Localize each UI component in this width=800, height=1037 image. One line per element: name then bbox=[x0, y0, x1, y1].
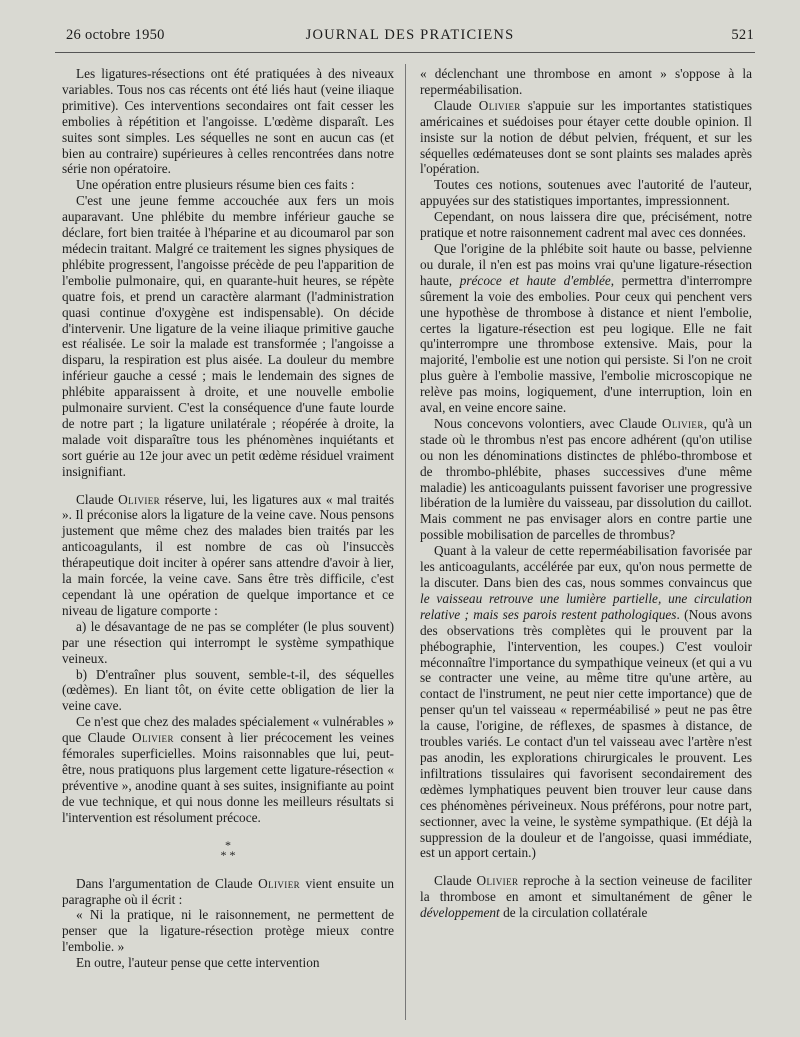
paragraph: a) le désavantage de ne pas se compléter (le plus souvent) par une résection qui interrompt le système sympathique veineux. bbox=[62, 618, 394, 666]
paragraph: Les ligatures-résections ont été pratiquées à des niveaux variables. Tous nos cas récents ont été liés haut (veine iliaque primitive). Ces interventions secondaires ont fait cesser les embolies à répétition et l'angoisse. L'œdème disparaît. Les suites sont simples. Les séquelles ne sont en aucun cas (et bien au contraire) supérieures à celles rencontrées dans notre série non opératoire. bbox=[62, 66, 394, 177]
italic-run: le vaisseau retrouve une lumière partielle, une circulation relative ; mais ses parois restent pathologiques bbox=[420, 590, 752, 622]
separator-stars: * * bbox=[220, 847, 236, 862]
paragraph bbox=[420, 241, 752, 416]
section-separator bbox=[62, 837, 394, 862]
text-run: , qu'à un stade où le thrombus n'est pas encore adhérent (qu'on utilise ou non les dénominations distinctes de phlébo-thrombose et de thrombo-phlébite, phases successives d'une même maladie) les anticoagulants puissent favoriser une progressive libération de la lumière du vaisseau, par dissolution du caillot. Mais comment ne pas envisager alors en contre partie une possible mobilisation de parcelles de thrombus? bbox=[420, 415, 752, 543]
text-run: reproche à la section veineuse de faciliter la thrombose en amont et simultanément de gêner le bbox=[420, 873, 752, 905]
author-name: Olivier bbox=[661, 415, 704, 431]
italic-run: précoce et haute d'emblée bbox=[459, 272, 611, 288]
paragraph bbox=[62, 876, 394, 908]
author-name: Olivier bbox=[258, 875, 301, 891]
paragraph bbox=[62, 492, 394, 619]
text-run: de la circulation collatérale bbox=[499, 905, 648, 921]
text-run: consent à lier précocement les veines fémorales superficielles. Moins raisonnables que lui, peut-être, nous pratiquons plus largement cette ligature-résection « préventive », anodine quant à ses suites, insignifiante au point de vue technique, et qui nous donne les meilleurs résultats si l'intervention est résolument précoce. bbox=[62, 730, 395, 825]
paragraph bbox=[420, 98, 752, 178]
text-run: Ce n'est que chez des malades spécialement « vulnérables » que Claude bbox=[62, 714, 394, 746]
text-run: . (Nous avons des observations très complètes qui le prouvent par la phébographie, l'intervention, les coupes.) C'est vouloir méconnaître l'importance du sympathique veineux (et qui a vu se contracter une veine, au même titre qu'une artère, au contact de l'instrument, ne peut nier cette importance) que de penser qu'un tel vaisseau « reperméabilisé » peut ne pas être la cause, l'origine, de réflexes, de spasmes à distance, de troubles variés. Le contact d'un tel vaisseau avec l'artère n'est pas anodin, les explorations chirurgicales le prouvent. Les infiltrations tissulaires qui favorisent secondairement des œdèmes lymphatiques peuvent bien trouver leur cause dans ces phénomènes périveineux. Nous préférons, pour notre part, sectionner, avec la veine, le système sympathique. (Et déjà la suppression de la douleur et de l'angoisse, quasi immédiate, est un apport certain.) bbox=[420, 606, 753, 861]
author-name: Olivier bbox=[118, 491, 161, 507]
paragraph: Toutes ces notions, soutenues avec l'autorité de l'auteur, appuyées sur des statistiques importantes, impressionnent. bbox=[420, 177, 752, 209]
text-run: Nous concevons volontiers, avec Claude bbox=[434, 415, 662, 431]
text-run: Claude bbox=[434, 97, 479, 113]
text-run: s'appuie sur les importantes statistiques américaines et suédoises pour étayer cette double opinion. Il insiste sur la notion de début pelvien, fréquent, et sur les séquelles œdémateuses dont se sont plaints ses malades après l'opération. bbox=[420, 97, 752, 177]
separator-star: * bbox=[225, 837, 231, 852]
text-run: réserve, lui, les ligatures aux « mal traités ». Il préconise alors la ligature de la veine cave. Nous pensons justement que même chez des malades bien traités par les anticoagulants, il est nombre de cas où l'insuccès thérapeutique doit inciter à opérer sans attendre d'avoir à lier, la main forcée, la veine cave. Sans être très difficile, c'est cependant là une opération de quelque importance et ce niveau de ligature comporte : bbox=[62, 491, 394, 618]
paragraph: En outre, l'auteur pense que cette intervention bbox=[76, 955, 320, 971]
journal-title: JOURNAL DES PRATICIENS bbox=[305, 26, 515, 43]
paragraph bbox=[420, 543, 752, 861]
paragraph: Une opération entre plusieurs résume bien ces faits : bbox=[76, 177, 355, 193]
text-run: Claude bbox=[76, 491, 119, 507]
text-run: Que l'origine de la phlébite soit haute ou basse, pelvienne ou durale, il n'en est pas moins vrai qu'une ligature-résection haute, bbox=[420, 240, 752, 288]
quote-paragraph: « Ni la pratique, ni le raisonnement, ne permettent de penser que la ligature-résection protège mieux contre l'embolie. » bbox=[62, 907, 394, 955]
header-rule bbox=[55, 52, 755, 53]
paragraph: « déclenchant une thrombose en amont » s'oppose à la reperméabilisation. bbox=[420, 66, 752, 97]
column-divider bbox=[405, 64, 406, 1020]
paragraph: C'est une jeune femme accouchée aux fers un mois auparavant. Une phlébite du membre inférieur gauche se déclare, fort bien traitée à l'héparine et au dicoumarol par son médecin traitant. Malgré ce traitement les signes physiques de phlébite progressent, l'angoisse précède de peu l'apparition de l'embolie pulmonaire, qui, en quarante-huit heures, se répète quatre fois, et prend un caractère alarmant (l'administration quasi continue d'oxygène est indispensable). On décide d'intervenir. Une ligature de la veine iliaque primitive gauche est réalisée. Le soir la malade est transformée ; l'angoisse a disparu, la respiration est plus aisée. La douleur du membre inférieur gauche a cessé ; mais le lendemain des signes de phlébite apparaissent à droite, et une nouvelle embolie pulmonaire survient. C'est la conséquence d'une faute lourde de notre part ; la ligature unilatérale ; réopérée à droite, la malade voit disparaître tous les phénomènes inquiétants et sort guérie au 12e jour avec un petit œdème résiduel vraiment insignifiant. bbox=[62, 193, 394, 479]
page-header bbox=[66, 18, 754, 52]
header-date: 26 octobre 1950 bbox=[66, 26, 165, 43]
text-run: Dans l'argumentation de Claude bbox=[76, 875, 259, 891]
right-column bbox=[420, 66, 752, 921]
text-run: Quant à la valeur de cette reperméabilisation favorisée par les anticoagulants, accélérée par eux, qu'on nous permette de la discuter. Dans bien des cas, nous sommes convaincus que bbox=[420, 543, 752, 590]
text-run: vient ensuite un paragraphe où il écrit : bbox=[62, 875, 394, 907]
paragraph bbox=[420, 873, 752, 921]
text-run: Claude bbox=[434, 873, 477, 889]
paragraph: b) D'entraîner plus souvent, semble-t-il, des séquelles (œdèmes). En liant tôt, on évite cette obligation de lier la veine cave. bbox=[62, 666, 394, 714]
paragraph bbox=[62, 714, 394, 825]
author-name: Olivier bbox=[478, 97, 521, 113]
text-run: , permettra d'interrompre sûrement la voie des embolies. Pour ceux qui penchent vers une hypothèse de thrombose à distance et nient l'embolie, certes la ligature-résection est peu logique. Elle ne fait qu'interrompre une thrombose extensive. Mais, pour la majorité, l'embolie est une notion qui persiste. Si l'on ne croit plus guère à l'embolie massive, l'embolie microscopique ne relève pas moins, logiquement, d'une interruption, loin en aval, en veine encore saine. bbox=[420, 272, 752, 416]
paragraph: Cependant, on nous laissera dire que, précisément, notre pratique et notre raisonnement cadrent mal avec ces données. bbox=[420, 209, 752, 241]
author-name: Olivier bbox=[476, 873, 519, 889]
paragraph bbox=[420, 416, 752, 543]
author-name: Olivier bbox=[131, 730, 174, 746]
left-column bbox=[62, 66, 394, 971]
italic-run: développement bbox=[420, 905, 500, 921]
page-number: 521 bbox=[731, 26, 754, 43]
